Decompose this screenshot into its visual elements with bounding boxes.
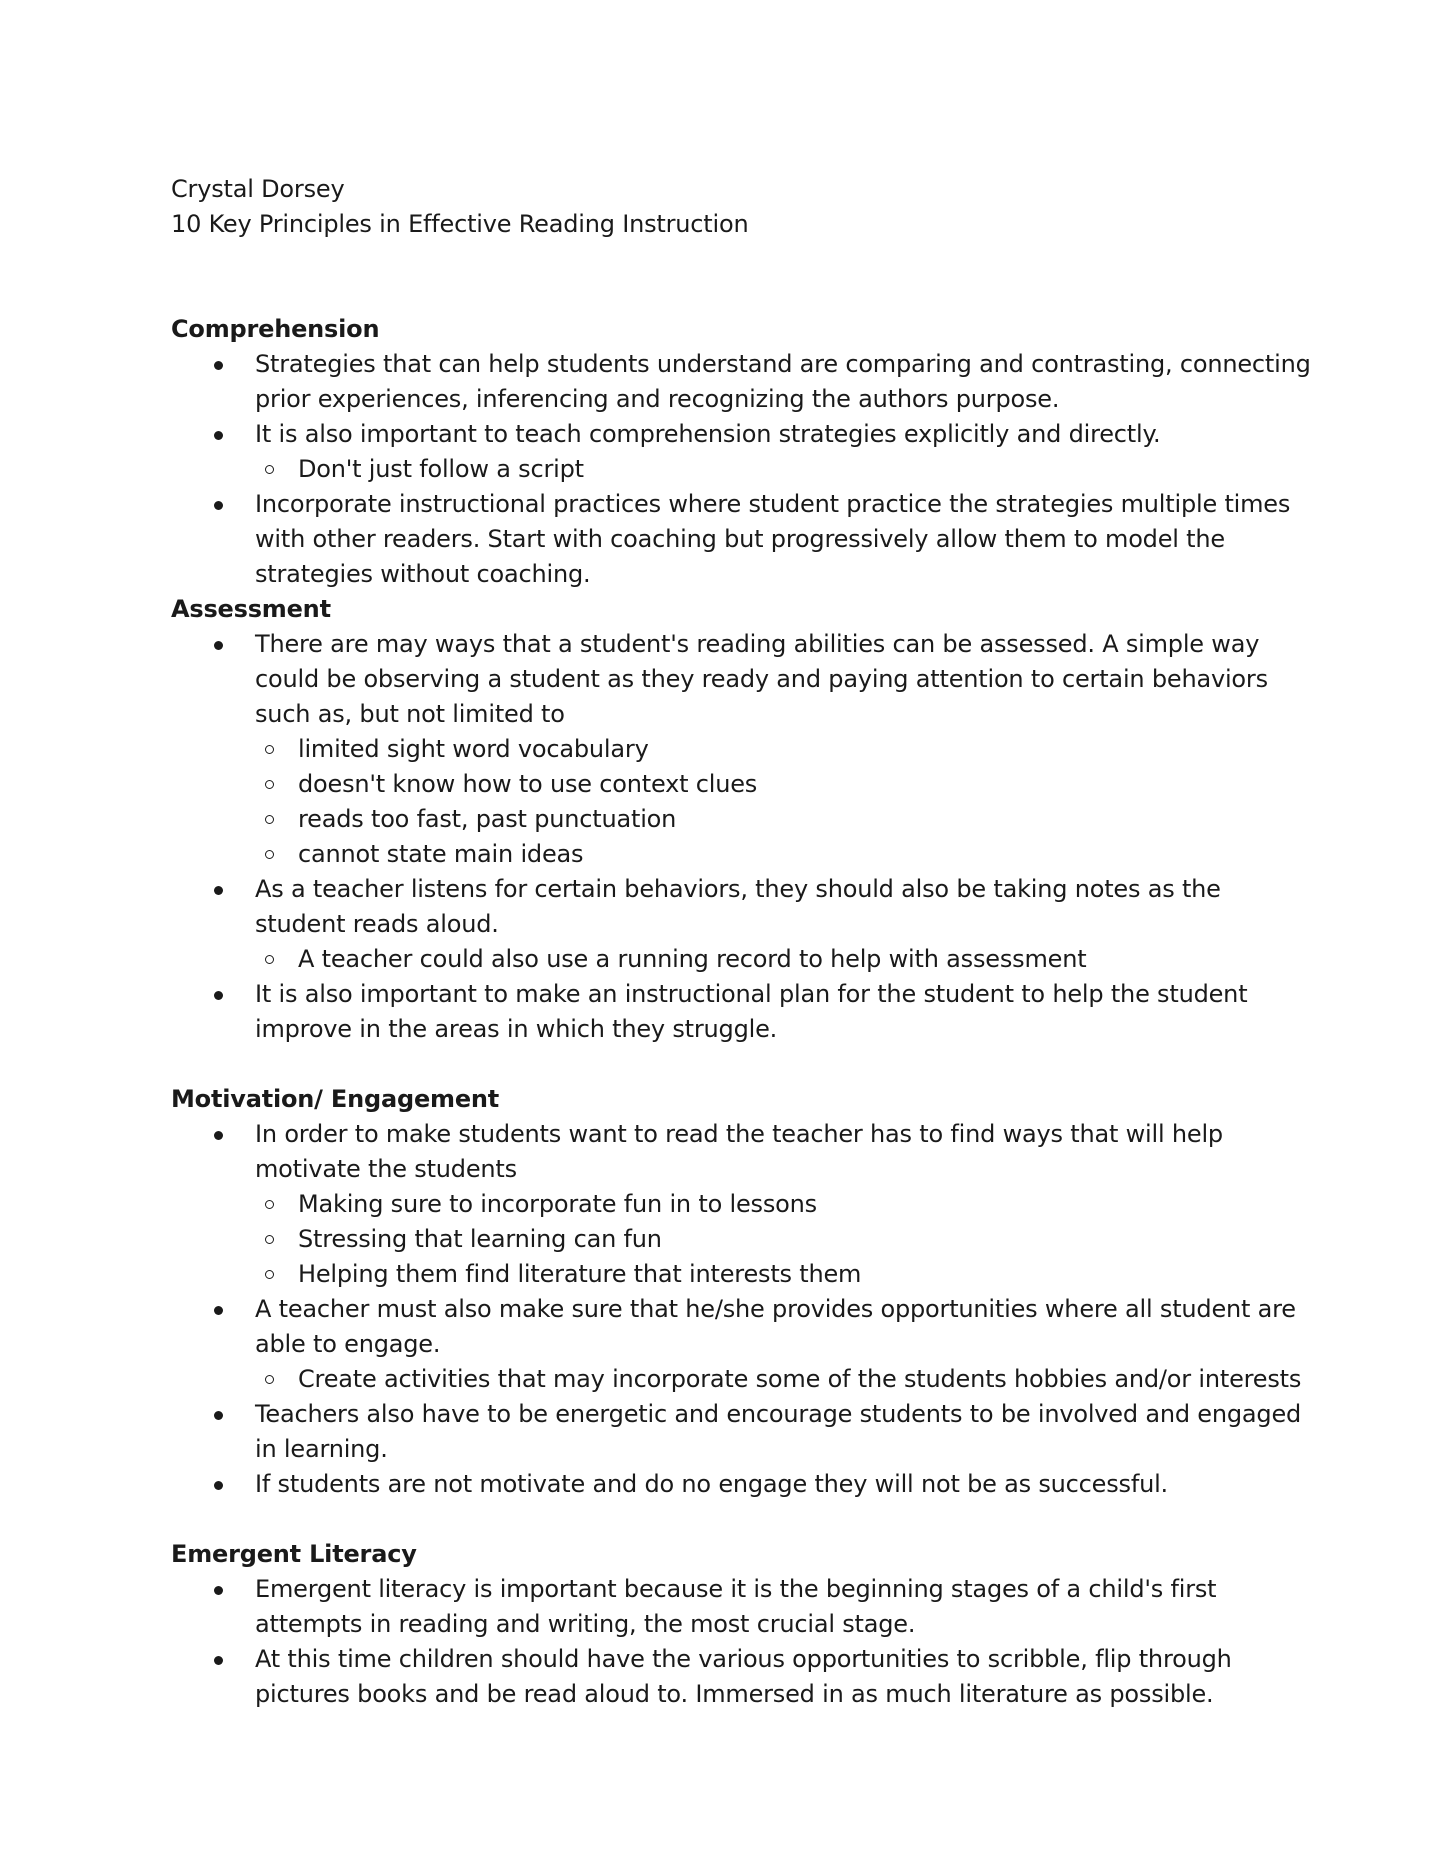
sub-bullet-list [255,942,1311,977]
sub-list-item [255,1362,1311,1397]
header-spacer [171,242,1311,312]
bullet-dot-icon [214,1131,223,1140]
list-item [171,1572,1311,1642]
bullet-dot-icon [214,431,223,440]
sub-list-item [255,1257,1311,1292]
sub-list-item-text: Don't just follow a script [298,455,584,483]
list-item [171,487,1311,592]
list-item [171,1397,1311,1467]
list-item [171,627,1311,872]
list-item [171,872,1311,977]
bullet-dot-icon [214,886,223,895]
sub-bullet-list [255,452,1311,487]
sub-list-item-text: Create activities that may incorporate some of the students hobbies and/or interests [298,1365,1302,1393]
bullet-dot-icon [214,361,223,370]
section-heading: Assessment [171,595,331,623]
sub-list-item [255,942,1311,977]
sub-list-item [255,452,1311,487]
sub-list-item [255,1187,1311,1222]
list-item-text: At this time children should have the various opportunities to scribble, flip through pictures books and be read aloud to. Immersed in as much literature as possible. [255,1645,1232,1708]
list-item-text: Strategies that can help students understand are comparing and contrasting, connecting prior experiences, inferencing and recognizing the authors purpose. [255,350,1311,413]
list-item-text: Teachers also have to be energetic and encourage students to be involved and engaged in learning. [255,1400,1302,1463]
list-item-text: Emergent literacy is important because it is the beginning stages of a child's first attempts in reading and writing, the most crucial stage. [255,1575,1217,1638]
hollow-circle-bullet-icon [265,955,274,964]
author-name: Crystal Dorsey [171,175,345,203]
bullet-dot-icon [214,991,223,1000]
hollow-circle-bullet-icon [265,745,274,754]
sub-bullet-list [255,1187,1311,1292]
sub-list-item [255,1222,1311,1257]
list-item [171,1117,1311,1292]
sub-bullet-list [255,1362,1311,1397]
sub-list-item-text: reads too fast, past punctuation [298,805,677,833]
bullet-dot-icon [214,1306,223,1315]
bullet-dot-icon [214,1481,223,1490]
hollow-circle-bullet-icon [265,780,274,789]
list-item-text: Incorporate instructional practices where student practice the strategies multiple times with other readers. Start with coaching but progressively allow them to model the strategies without coaching. [255,490,1291,588]
sub-list-item-text: cannot state main ideas [298,840,584,868]
list-item-text: It is also important to make an instructional plan for the student to help the student improve in the areas in which they struggle. [255,980,1248,1043]
bullet-list [171,1117,1311,1502]
bullet-dot-icon [214,641,223,650]
bullet-dot-icon [214,1411,223,1420]
section-gap [171,1047,1311,1082]
section-heading: Motivation/ Engagement [171,1085,500,1113]
section-heading: Comprehension [171,315,380,343]
list-item [171,1467,1311,1502]
list-item [171,417,1311,487]
list-item-text: It is also important to teach comprehension strategies explicitly and directly. [255,420,1161,448]
section-heading: Emergent Literacy [171,1540,417,1568]
bullet-list [171,347,1311,592]
list-item [171,347,1311,417]
list-item-text: If students are not motivate and do no engage they will not be as successful. [255,1470,1168,1498]
list-item-text: In order to make students want to read the teacher has to find ways that will help motivate the students [255,1120,1223,1183]
section-gap [171,1502,1311,1537]
sub-list-item-text: limited sight word vocabulary [298,735,649,763]
sub-bullet-list [255,732,1311,872]
sub-list-item-text: doesn't know how to use context clues [298,770,758,798]
hollow-circle-bullet-icon [265,1375,274,1384]
hollow-circle-bullet-icon [265,1270,274,1279]
document-title: 10 Key Principles in Effective Reading Instruction [171,210,749,238]
hollow-circle-bullet-icon [265,1200,274,1209]
sub-list-item-text: Stressing that learning can fun [298,1225,662,1253]
bullet-dot-icon [214,501,223,510]
hollow-circle-bullet-icon [265,815,274,824]
sub-list-item-text: A teacher could also use a running record to help with assessment [298,945,1087,973]
bullet-list [171,1572,1311,1712]
document-page [171,172,1311,1712]
bullet-list [171,627,1311,1047]
sub-list-item-text: Making sure to incorporate fun in to lessons [298,1190,817,1218]
sub-list-item [255,802,1311,837]
bullet-dot-icon [214,1586,223,1595]
list-item [171,1292,1311,1397]
list-item [171,1642,1311,1712]
list-item [171,977,1311,1047]
list-item-text: As a teacher listens for certain behaviors, they should also be taking notes as the student reads aloud. [255,875,1221,938]
bullet-dot-icon [214,1656,223,1665]
list-item-text: A teacher must also make sure that he/she provides opportunities where all student are able to engage. [255,1295,1296,1358]
sections-container [171,312,1311,1712]
list-item-text: There are may ways that a student's reading abilities can be assessed. A simple way could be observing a student as they ready and paying attention to certain behaviors such as, but not limited to [255,630,1268,728]
sub-list-item-text: Helping them find literature that interests them [298,1260,862,1288]
sub-list-item [255,732,1311,767]
sub-list-item [255,837,1311,872]
sub-list-item [255,767,1311,802]
hollow-circle-bullet-icon [265,850,274,859]
hollow-circle-bullet-icon [265,465,274,474]
hollow-circle-bullet-icon [265,1235,274,1244]
